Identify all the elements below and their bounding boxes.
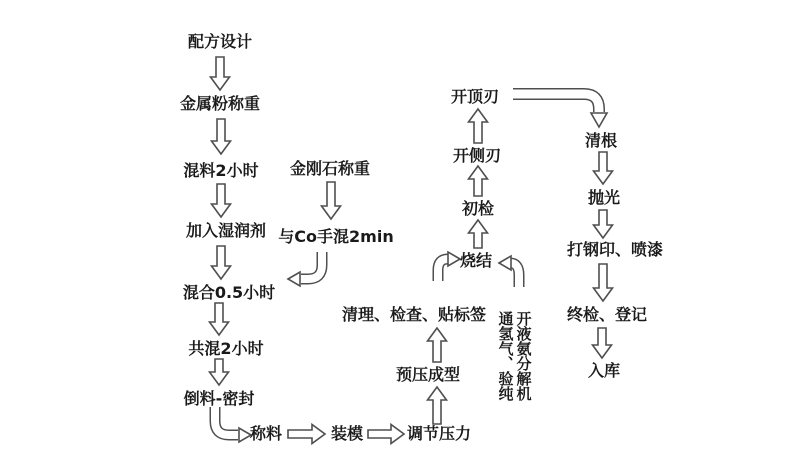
arrow-sideedge-to-topedge — [469, 109, 488, 143]
arrow-mixing-to-wetting — [212, 184, 231, 217]
arrow-sinter-to-initial — [469, 220, 488, 248]
arrow-clean-to-sinter-head — [448, 252, 460, 266]
arrow-initial-to-sideedge — [469, 166, 488, 196]
arrow-diamond-to-handmix — [322, 182, 341, 219]
arrow-powder-to-mixing — [212, 119, 231, 154]
node-final-inspection-register: 终检、登记 — [566, 305, 648, 324]
node-initial-inspection: 初检 — [461, 199, 495, 218]
node-hydrogen-purity-check: 通氢气、验纯 — [496, 311, 515, 401]
node-formula-design: 配方设计 — [187, 32, 253, 51]
arrow-gasprep-to-sinter-head — [499, 256, 511, 270]
arrow-mixhalf-to-coblend — [210, 303, 229, 335]
arrow-pressure-to-prepress — [428, 387, 447, 424]
node-prepress-forming: 预压成型 — [395, 365, 461, 384]
node-load-mold: 装模 — [330, 424, 364, 443]
arrow-handmix-to-mixhalf-head — [288, 272, 300, 286]
node-polishing: 抛光 — [587, 188, 621, 207]
node-metal-powder-weighing: 金属粉称重 — [179, 94, 261, 113]
arrow-polish-to-stamp — [594, 210, 613, 238]
node-adjust-pressure: 调节压力 — [406, 424, 472, 443]
node-open-top-edge: 开顶刃 — [450, 87, 500, 106]
node-diamond-weighing: 金刚石称重 — [289, 159, 371, 178]
node-ammonia-cracker-on: 开液氨分解机 — [514, 311, 533, 401]
node-mixing-2h: 混料2小时 — [183, 161, 259, 180]
node-warehousing: 入库 — [587, 361, 621, 380]
node-root-cleaning: 清根 — [584, 131, 618, 150]
node-pour-seal: 倒料-密封 — [183, 389, 255, 408]
node-weigh-material: 称料 — [249, 424, 283, 443]
arrow-wetting-to-mixhalf — [212, 246, 231, 279]
arrow-prepress-to-clean — [428, 328, 447, 362]
arrow-root-to-polish — [594, 152, 613, 184]
node-add-wetting-agent: 加入湿润剂 — [185, 221, 267, 240]
node-stamp-and-paint: 打钢印、喷漆 — [566, 240, 664, 259]
arrow-stamp-to-final — [594, 264, 613, 301]
arrow-topedge-to-root-inner — [513, 94, 599, 112]
node-clean-inspect-label: 清理、检查、贴标签 — [341, 305, 487, 324]
arrow-weigh-to-mold — [288, 425, 325, 444]
arrow-formula-to-powder — [211, 57, 230, 90]
node-co-blend-2h: 共混2小时 — [188, 339, 264, 358]
arrow-topedge-to-root-head — [591, 113, 607, 127]
node-open-side-edge: 开侧刃 — [452, 146, 502, 165]
node-sintering: 烧结 — [459, 251, 493, 270]
node-hand-mix-with-co: 与Co手混2min — [278, 227, 394, 246]
arrow-final-to-warehouse — [593, 328, 612, 358]
arrow-coblend-to-pourseal — [210, 359, 229, 385]
node-mix-half-hour: 混合0.5小时 — [182, 283, 276, 302]
arrow-mold-to-pressure — [368, 425, 404, 444]
